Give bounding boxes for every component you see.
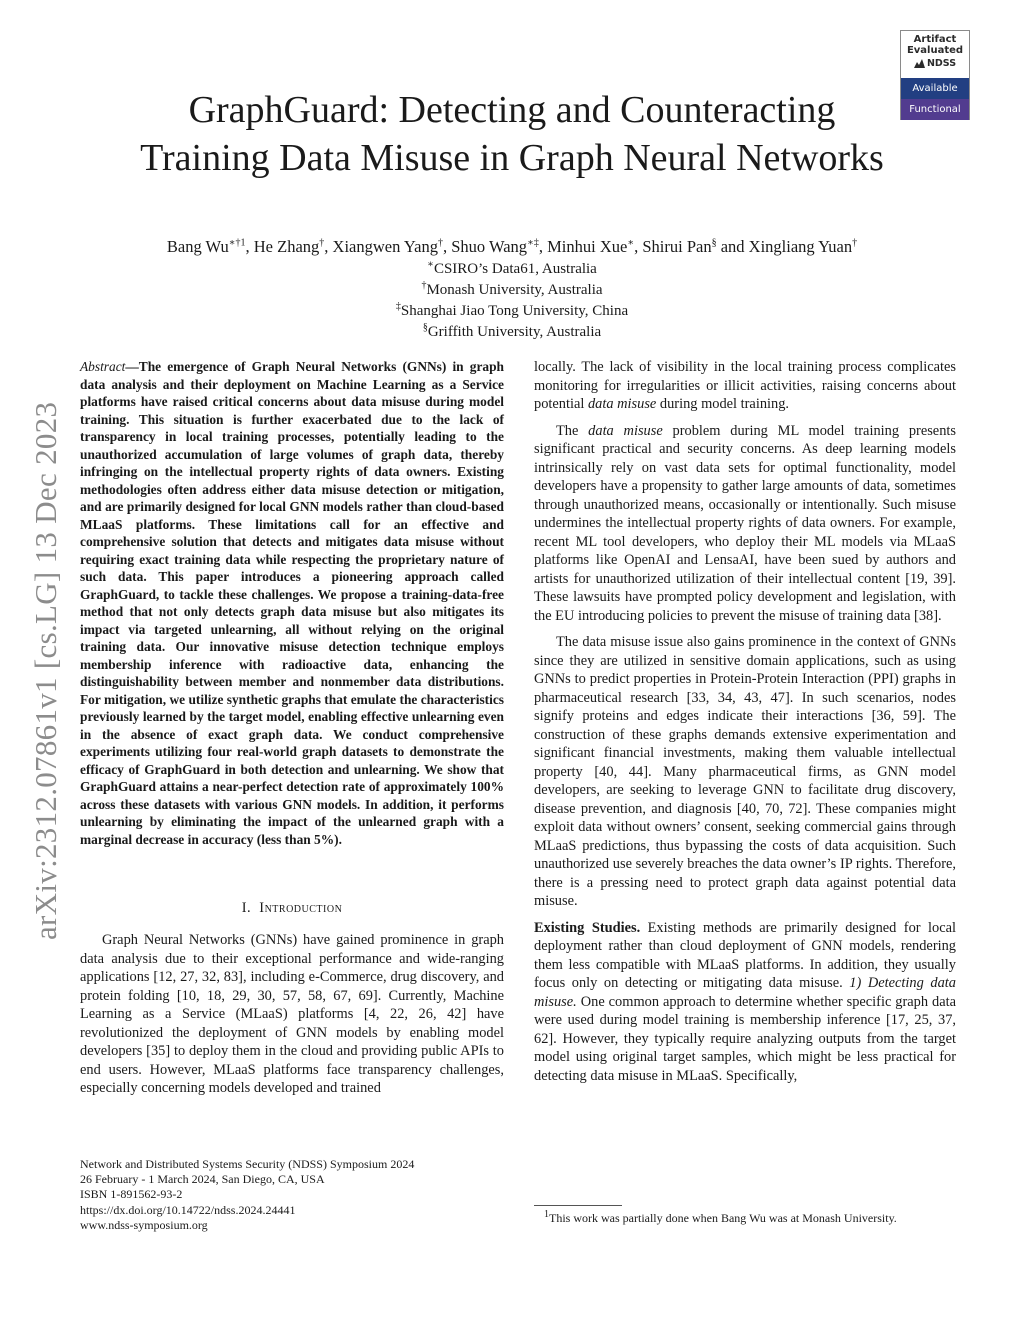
paper-title bbox=[60, 86, 964, 182]
author: He Zhang†, bbox=[253, 237, 333, 256]
abstract-dash: — bbox=[125, 359, 139, 374]
paragraph-gnn-context: The data misuse issue also gains prominence in the context of GNNs since they are utilized in sensitive domain applications, such as using GNNs to predict properties in Protein-Protein Interaction (PPI) graphs in pharmaceutical research [33, 34, 43, 47]. In such scenarios, nodes signify proteins and edges indicate their interactions [36, 59]. The construction of these graphs demands extensive experimentation and significant financial investments, making them valuable intellectual property [40, 44]. Many pharmaceutical firms, as GNN model developers, are seeking to leverage GNN to facilitate drug discovery, disease prevention, and diagnosis [40, 70, 72]. These companies might exploit data without owners’ consent, seeking commercial gains through MLaaS predictions, thus bypassing the costs of data acquisition. Such unauthorized use severely breaches the data owner’s IP rights. Therefore, there is a pressing need to protect graph data against potential data misuse. bbox=[534, 634, 956, 909]
badge-line-2: Evaluated bbox=[906, 45, 964, 56]
badge-available: Available bbox=[901, 78, 969, 99]
section-heading: I. Introduction bbox=[241, 900, 343, 916]
author-list bbox=[60, 237, 964, 257]
arxiv-identifier: arXiv:2312.07861v1 [cs.LG] 13 Dec 2023 bbox=[28, 401, 63, 940]
affiliation: §Griffith University, Australia bbox=[422, 322, 602, 340]
footer-website-link[interactable]: www.ndss-symposium.org bbox=[80, 1217, 208, 1232]
ndss-logo bbox=[901, 58, 969, 69]
conference-footer bbox=[80, 1157, 504, 1233]
affiliation: †Monash University, Australia bbox=[421, 280, 603, 298]
author: Minhui Xue∗, bbox=[547, 237, 643, 256]
author: Xiangwen Yang†, bbox=[332, 237, 452, 256]
abstract bbox=[80, 358, 504, 848]
affiliation: ‡Shanghai Jiao Tong University, China bbox=[395, 301, 629, 319]
footnote: $^1$This work was partially done when Bang Wu was at Monash University. bbox=[544, 1209, 897, 1225]
footer-line: 26 February - 1 March 2024, San Diego, CA, USA bbox=[80, 1172, 325, 1187]
footer-doi-link[interactable]: https://dx.doi.org/10.14722/ndss.2024.24441 bbox=[80, 1202, 296, 1217]
title-line-2: Training Data Misuse in Graph Neural Networks bbox=[140, 137, 884, 179]
right-column bbox=[534, 358, 956, 1093]
footer-line: Network and Distributed Systems Security (NDSS) Symposium 2024 bbox=[80, 1157, 415, 1171]
author: Shirui Pan§ and bbox=[642, 237, 749, 256]
affiliation-list bbox=[60, 259, 964, 343]
paragraph-continuation: locally. The lack of visibility in the local training process complicates monitoring for irregularities or illicit activities, raising concerns about potential data misuse during model training. bbox=[534, 359, 956, 412]
intro-left-column bbox=[80, 931, 504, 1098]
footer-line: ISBN 1-891562-93-2 bbox=[80, 1187, 183, 1202]
badge-line-1: Artifact bbox=[913, 34, 957, 45]
badge-logo-text: NDSS bbox=[926, 58, 957, 69]
author: Shuo Wang∗‡, bbox=[451, 237, 548, 256]
paragraph-data-misuse: The data misuse problem during ML model training presents significant practical and security concerns. As deep learning models intrinsically rely on vast data sets for optimal functionality, model developers have a propensity to gather large amounts of data, sometimes through unauthorized means, occasionally or intentionally. Such misuse undermines the intellectual property rights of data owners. For example, recent ML tool developers, who deploy their ML models via MLaaS platforms like OpenAI and LensaAI, have been sued by authors and artists for unauthorized utilization of their intellectual content [19, 39]. These lawsuits have prompted policy development and legislation, with the EU introducing policies to prevent the misuse of training data [38]. bbox=[534, 422, 956, 624]
badge-header bbox=[901, 31, 969, 78]
author: Bang $Wu^{∗\dagger 1}$, bbox=[166, 237, 254, 256]
author: Xingliang Yuan† bbox=[748, 237, 858, 256]
title-line-1: GraphGuard: Detecting and Counteracting bbox=[188, 89, 836, 131]
footnote-rule bbox=[534, 1205, 622, 1206]
affiliation: ∗CSIRO’s Data61, Australia bbox=[427, 259, 597, 277]
paragraph-existing-studies: Existing Studies. Existing methods are primarily designed for local deployment rather than cloud deployment of GNN models, rendering them less compatible with MLaaS platforms. In addition, they usually focus only on detecting or mitigating data misuse. 1) Detecting data misuse. One common approach to determine whether specific graph data were used during model training is membership inference [17, 25, 37, 62]. However, they typically require analyzing outputs from the target model using original target samples, which might be less practical for detecting data misuse in MLaaS. Specifically, bbox=[534, 919, 956, 1084]
intro-paragraph: Graph Neural Networks (GNNs) have gained prominence in graph data analysis due to their exceptional performance and wide-ranging applications [12, 27, 32, 83], including e-Commerce, drug discovery, and protein folding [10, 18, 29, 30, 57, 58, 67, 69]. Currently, Machine Learning as a Service (MLaaS) platforms [4, 22, 26, 42] have revolutionized the deployment of GNN models by enabling model developers [35] to deploy them in the cloud and providing public APIs to end users. However, MLaaS platforms face transparency challenges, especially concerning models developed and trained bbox=[80, 932, 504, 1096]
abstract-label: Abstract bbox=[80, 359, 126, 374]
ndss-logo-icon bbox=[914, 59, 925, 68]
abstract-body: The emergence of Graph Neural Networks (GNNs) in graph data analysis and their deployment on Machine Learning as a Service platforms have raised critical concerns about data misuse during model training. This situation is further exacerbated due to the lack of transparency in local training processes, potentially leading to the unauthorized accumulation of large volumes of graph data, thereby infringing on the intellectual property rights of data owners. Existing methodologies often address either data misuse detection or mitigation, and are primarily designed for local GNN models rather than cloud-based MLaaS platforms. These limitations call for an effective and comprehensive solution that detects and mitigates data misuse without requiring exact training data while respecting the proprietary nature of such data. This paper introduces a pioneering approach called GraphGuard, to tackle these challenges. We propose a training-data-free method that not only detects graph data misuse but also mitigates its impact via targeted unlearning, all without relying on the original training data. Our innovative misuse detection technique employs membership inference with radioactive data, enhancing the distinguishability between member and nonmember data distributions. For mitigation, we utilize synthetic graphs that emulate the characteristics previously learned by the target model, enabling effective unlearning even in the absence of exact graph data. We conduct comprehensive experiments utilizing four real-world graph datasets to demonstrate the efficacy of GraphGuard in both detection and unlearning. We show that GraphGuard attains a near-perfect detection rate of approximately 100% across these datasets with various GNN models. In addition, it performs unlearning by eliminating the impact of the unlearned graph with a marginal decrease in accuracy (less than 5%). bbox=[80, 359, 504, 847]
badge-functional: Functional bbox=[901, 99, 969, 120]
